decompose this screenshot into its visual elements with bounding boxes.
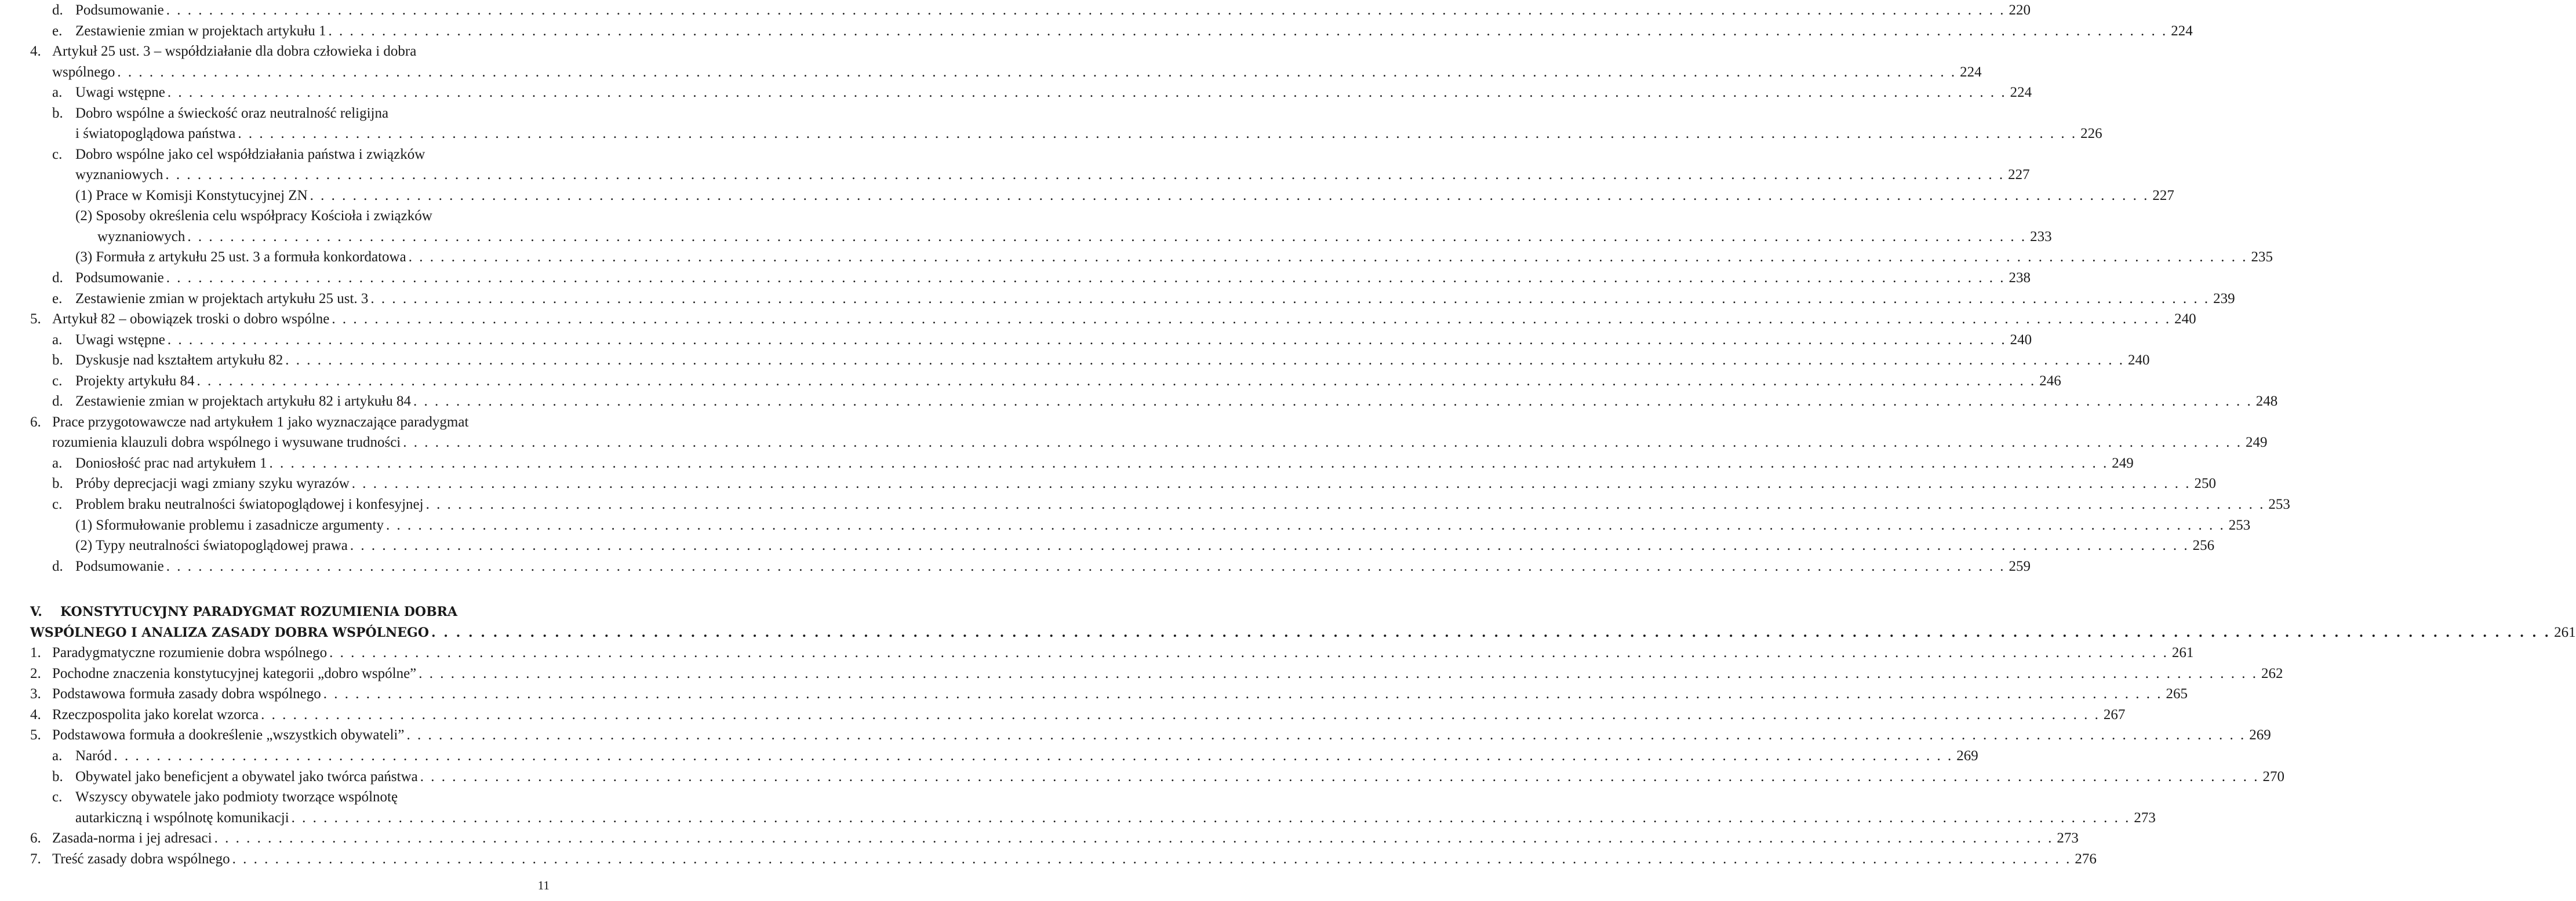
toc-entry <box>0 42 550 61</box>
toc-entry-number: d. <box>52 2 63 18</box>
dot-leader <box>165 166 2004 184</box>
toc-entry-title: Podsumowanie <box>75 2 164 18</box>
toc-entry-title: Artykuł 82 – obowiązek troski o dobro wspólne <box>52 311 330 327</box>
toc-entry-page: 269 <box>1956 748 1978 764</box>
toc-entry <box>0 644 2194 662</box>
toc-entry-title: WSPÓLNEGO I ANALIZA ZASADY DOBRA WSPÓLNEGO <box>30 625 429 640</box>
dot-leader <box>332 310 2171 329</box>
toc-entry-title: Dyskusje nad kształtem artykułu 82 <box>75 352 283 368</box>
toc-entry-page: 224 <box>2010 85 2032 100</box>
toc-entry-page: 253 <box>2228 517 2251 533</box>
toc-entry-title: Pochodne znaczenia konstytucyjnej kategorii „dobro wspólne” <box>52 666 417 681</box>
toc-entry <box>0 475 2217 493</box>
toc-entry <box>0 1 2031 20</box>
dot-leader <box>426 495 2265 514</box>
toc-entry-number: 6. <box>30 830 41 846</box>
toc-entry-page: 259 <box>2009 559 2031 574</box>
toc-entry <box>0 269 2031 287</box>
toc-entry-page: 248 <box>2255 393 2278 409</box>
toc-entry <box>0 706 2126 724</box>
toc-entry-page: 235 <box>2251 249 2273 265</box>
dot-leader <box>370 290 2210 308</box>
toc-entry-title: Dobro wspólne a świeckość oraz neutralność religijna <box>75 105 389 121</box>
toc-entry-title: wyznaniowych <box>97 229 185 245</box>
toc-entry-page: 261 <box>2171 645 2194 661</box>
dot-leader <box>352 475 2191 493</box>
toc-entry-title: autarkiczną i wspólnotę komunikacji <box>75 810 289 826</box>
toc-entry-title: Dobro wspólne jako cel współdziałania państwa i związków <box>75 147 425 162</box>
toc-entry-page: 220 <box>2009 2 2031 18</box>
toc-entry <box>0 351 2150 370</box>
toc-entry-number: a. <box>52 85 63 100</box>
toc-entry <box>0 685 2188 703</box>
toc-entry-page: 265 <box>2166 686 2188 702</box>
dot-leader <box>232 850 2072 869</box>
dot-leader <box>214 829 2054 848</box>
toc-entry <box>0 104 550 123</box>
toc-entry-number: 1. <box>30 645 41 661</box>
dot-leader <box>419 665 2258 683</box>
toc-entry-number: 2. <box>30 666 41 681</box>
toc-entry-title: wspólnego <box>52 64 115 80</box>
toc-entry-number: 7. <box>30 851 41 867</box>
toc-entry <box>0 537 2215 555</box>
toc-entry-title: (1) Prace w Komisji Konstytucyjnej ZN <box>75 188 308 203</box>
toc-entry-number: 5. <box>30 311 41 327</box>
toc-entry-title: Zestawienie zmian w projektach artykułu 1 <box>75 23 326 39</box>
toc-entry-page: 226 <box>2080 126 2102 141</box>
toc-entry-page: 240 <box>2010 332 2032 348</box>
toc-entry-page: 224 <box>2171 23 2193 39</box>
toc-entry-title: Projekty artykułu 84 <box>75 373 195 389</box>
toc-entry-title: Wszyscy obywatele jako podmioty tworzące wspólnotę <box>75 789 398 805</box>
toc-entry-title: Zasada-norma i jej adresaci <box>52 830 212 846</box>
toc-entry-title: (2) Typy neutralności światopoglądowej prawa <box>75 538 348 553</box>
toc-entry-page: 239 <box>2213 291 2235 307</box>
toc-entry <box>0 809 2156 827</box>
page-number: 11 <box>537 878 550 892</box>
toc-entry <box>0 623 2576 642</box>
toc-entry <box>0 248 2273 267</box>
dot-leader <box>413 392 2253 411</box>
toc-entry-number: b. <box>52 476 63 491</box>
toc-entry-number: a. <box>52 332 63 348</box>
dot-leader <box>403 433 2242 452</box>
toc-entry-page: 270 <box>2262 769 2284 785</box>
toc-entry <box>0 747 1978 765</box>
toc-entry-title: Problem braku neutralności światopoglądowej i konfesyjnej <box>75 497 424 512</box>
toc-entry-page: 267 <box>2103 707 2126 723</box>
toc-entry <box>0 413 550 432</box>
toc-entry <box>0 22 2193 41</box>
toc-entry-number: d. <box>52 559 63 574</box>
toc-entry-number: b. <box>52 105 63 121</box>
toc-entry-number: e. <box>52 291 63 307</box>
toc-entry-page: 227 <box>2008 167 2030 183</box>
dot-leader <box>197 372 2036 391</box>
dot-leader <box>328 22 2167 41</box>
toc-entry <box>0 392 2278 411</box>
toc-entry-page: 250 <box>2194 476 2217 491</box>
dot-leader <box>238 125 2077 143</box>
toc-entry <box>0 495 2290 514</box>
dot-leader <box>166 557 2006 576</box>
toc-entry-number: d. <box>52 270 63 286</box>
toc-entry <box>0 372 2061 391</box>
dot-leader <box>323 685 2163 703</box>
dot-leader <box>168 331 2007 349</box>
dot-leader <box>166 269 2006 287</box>
toc-entry-page: 269 <box>2249 727 2271 743</box>
toc-entry-page: 273 <box>2057 830 2079 846</box>
toc-entry-number: c. <box>52 373 63 389</box>
toc-entry-number: 3. <box>30 686 41 702</box>
toc-entry <box>0 788 550 807</box>
toc-entry-page: 262 <box>2261 666 2283 681</box>
toc-entry-number: 4. <box>30 707 41 723</box>
dot-leader <box>292 809 2131 827</box>
toc-entry-number: c. <box>52 497 63 512</box>
dot-leader <box>166 1 2006 20</box>
toc-entry-number: d. <box>52 393 63 409</box>
toc-entry-title: Naród <box>75 748 112 764</box>
toc-entry-page: 273 <box>2134 810 2156 826</box>
toc-entry <box>0 829 2079 848</box>
dot-leader <box>409 248 2248 267</box>
dot-leader <box>406 726 2246 745</box>
dot-leader <box>285 351 2124 370</box>
toc-entry-title: Podsumowanie <box>75 270 164 286</box>
toc-entry-title: wyznaniowych <box>75 167 163 183</box>
toc-entry <box>0 207 550 225</box>
dot-leader <box>117 63 1956 82</box>
toc-entry <box>0 433 2268 452</box>
toc-entry-title: Artykuł 25 ust. 3 – współdziałanie dla dobra człowieka i dobra <box>52 43 417 59</box>
toc-entry <box>0 850 2097 869</box>
dot-leader <box>168 83 2007 102</box>
toc-entry <box>0 331 2032 349</box>
dot-leader <box>350 537 2189 555</box>
toc-entry-page: 276 <box>2075 851 2097 867</box>
toc-entry-title: Rzeczpospolita jako korelat wzorca <box>52 707 259 723</box>
dot-leader <box>269 454 2108 473</box>
toc-entry-title: i światopoglądowa państwa <box>75 126 236 141</box>
toc-entry <box>0 145 550 164</box>
toc-entry-title: Zestawienie zmian w projektach artykułu 25 ust. 3 <box>75 291 369 307</box>
toc-entry-number: b. <box>52 769 63 785</box>
toc-entry <box>0 187 2174 205</box>
toc-entry-page: 246 <box>2039 373 2061 389</box>
toc-entry-title: Prace przygotowawcze nad artykułem 1 jako wyznaczające paradygmat <box>52 414 469 430</box>
toc-entry <box>0 516 2251 535</box>
toc-entry <box>0 290 2235 308</box>
toc-entry-page: 249 <box>2246 435 2268 450</box>
toc-entry <box>0 125 2102 143</box>
toc-entry <box>0 768 2284 786</box>
toc-entry-page: 253 <box>2268 497 2290 512</box>
toc-entry-number: e. <box>52 23 63 39</box>
toc-entry-title: rozumienia klauzuli dobra wspólnego i wysuwane trudności <box>52 435 401 450</box>
toc-entry-page: 227 <box>2152 188 2174 203</box>
toc-entry-number: c. <box>52 147 63 162</box>
toc-entry-title: Uwagi wstępne <box>75 332 165 348</box>
dot-leader <box>420 768 2260 786</box>
toc-entry-page: 249 <box>2112 455 2134 471</box>
toc-entry-number: 5. <box>30 727 41 743</box>
toc-entry-page: 233 <box>2030 229 2052 245</box>
toc-entry-title: Paradygmatyczne rozumienie dobra wspólnego <box>52 645 328 661</box>
toc-entry-title: Zestawienie zmian w projektach artykułu 82 i artykułu 84 <box>75 393 411 409</box>
toc-entry <box>0 603 550 621</box>
toc-entry-number: b. <box>52 352 63 368</box>
toc-entry-page: 224 <box>1960 64 1982 80</box>
toc-entry-title: KONSTYTUCYJNY PARADYGMAT ROZUMIENIA DOBRA <box>60 604 458 619</box>
toc-entry-title: (3) Formuła z artykułu 25 ust. 3 a formuła konkordatowa <box>75 249 406 265</box>
toc-entry-page: 240 <box>2174 311 2196 327</box>
toc-entry <box>0 665 2283 683</box>
toc-entry-title: Treść zasady dobra wspólnego <box>52 851 230 867</box>
dot-leader <box>329 644 2169 662</box>
toc-entry-title: (1) Sformułowanie problemu i zasadnicze argumenty <box>75 517 384 533</box>
toc-entry-page: 238 <box>2009 270 2031 286</box>
toc-entry-page: 261 <box>2554 625 2576 640</box>
toc-entry-number: 4. <box>30 43 41 59</box>
toc-entry-title: (2) Sposoby określenia celu współpracy Kościoła i związków <box>75 208 432 224</box>
toc-entry-page: 240 <box>2128 352 2150 368</box>
toc-entry <box>0 310 2196 329</box>
dot-leader <box>114 747 1953 765</box>
dot-leader <box>187 228 2026 246</box>
dot-leader <box>261 706 2100 724</box>
toc-entry <box>0 454 2134 473</box>
toc-entry-number: V. <box>30 604 42 619</box>
toc-entry-title: Uwagi wstępne <box>75 85 165 100</box>
toc-entry-title: Doniosłość prac nad artykułem 1 <box>75 455 267 471</box>
toc-entry-title: Podsumowanie <box>75 559 164 574</box>
dot-leader <box>431 623 2550 642</box>
dot-leader <box>386 516 2225 535</box>
dot-leader <box>310 187 2149 205</box>
toc-entry <box>0 228 2052 246</box>
toc-entry-number: a. <box>52 455 63 471</box>
toc-entry <box>0 726 2271 745</box>
toc-entry-title: Próby deprecjacji wagi zmiany szyku wyrazów <box>75 476 350 491</box>
toc-entry-number: c. <box>52 789 63 805</box>
toc-entry-number: 6. <box>30 414 41 430</box>
toc-entry-number: a. <box>52 748 63 764</box>
toc-entry-title: Podstawowa formuła zasady dobra wspólnego <box>52 686 321 702</box>
toc-entry-page: 256 <box>2192 538 2215 553</box>
toc-entry <box>0 63 1982 82</box>
toc-entry-title: Podstawowa formuła a dookreślenie „wszystkich obywateli” <box>52 727 405 743</box>
toc-entry <box>0 557 2031 576</box>
toc-entry <box>0 166 2030 184</box>
toc-entry-title: Obywatel jako beneficjent a obywatel jako twórca państwa <box>75 769 418 785</box>
toc-entry <box>0 83 2032 102</box>
